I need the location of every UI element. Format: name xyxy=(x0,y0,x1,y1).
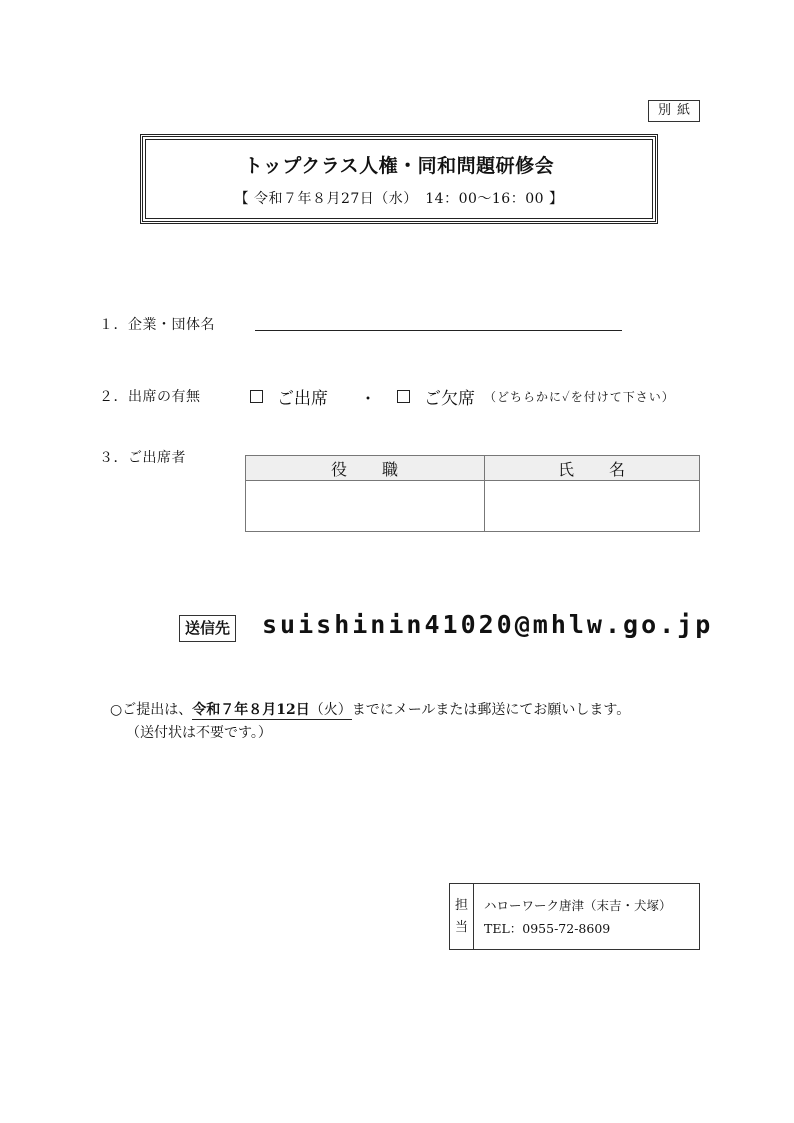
position-cell[interactable] xyxy=(246,481,485,532)
table-row xyxy=(246,481,700,532)
attend-checkbox[interactable] xyxy=(250,390,263,403)
company-name-field[interactable] xyxy=(255,330,622,331)
send-email: suishinin41020@mhlw.go.jp xyxy=(262,610,714,639)
option-separator: ・ xyxy=(360,389,377,408)
absent-option-label: ご欠席 xyxy=(424,389,475,409)
attachment-label: 別紙 xyxy=(648,100,700,122)
absent-checkbox[interactable] xyxy=(397,390,410,403)
event-date: 【 令和７年８月27日（水） 14：00〜16：00 】 xyxy=(234,190,564,207)
company-label: １．企業・団体名 xyxy=(99,317,215,333)
deadline-date: 令和７年８月12日 xyxy=(192,702,310,718)
attendance-note: （どちらかに✓を付けて下さい） xyxy=(484,390,675,404)
contact-box xyxy=(449,883,700,950)
title-inner xyxy=(145,139,653,219)
attend-option-label: ご出席 xyxy=(277,389,328,409)
contact-body xyxy=(474,884,672,949)
contact-side-char: 担 xyxy=(454,897,468,913)
submission-notice xyxy=(110,699,630,719)
contact-side-char: 当 xyxy=(454,919,468,935)
title-box xyxy=(140,134,658,224)
contact-office: ハローワーク唐津（末吉・犬塚） xyxy=(484,898,672,913)
page-title: トップクラス人権・同和問題研修会 xyxy=(243,154,555,177)
table-header-row xyxy=(246,456,700,481)
attendees-label: ３．ご出席者 xyxy=(99,450,186,466)
send-to-label: 送信先 xyxy=(179,615,236,642)
attendance-label: ２．出席の有無 xyxy=(99,389,201,405)
contact-side-label xyxy=(450,884,474,949)
deadline-weekday: （火） xyxy=(309,702,352,718)
name-cell[interactable] xyxy=(485,481,700,532)
contact-tel: TEL：0955-72-8609 xyxy=(484,921,611,936)
deadline xyxy=(192,702,351,720)
notice-prefix: ○ご提出は、 xyxy=(110,702,193,718)
absent-option[interactable] xyxy=(397,384,475,409)
notice-suffix: までにメールまたは郵送にてお願いします。 xyxy=(351,702,631,718)
attendee-table xyxy=(245,455,700,532)
header-name: 氏 名 xyxy=(485,456,700,481)
attend-option[interactable] xyxy=(250,384,328,409)
header-position: 役 職 xyxy=(246,456,485,481)
notice-note: （送付状は不要です。） xyxy=(126,725,272,741)
